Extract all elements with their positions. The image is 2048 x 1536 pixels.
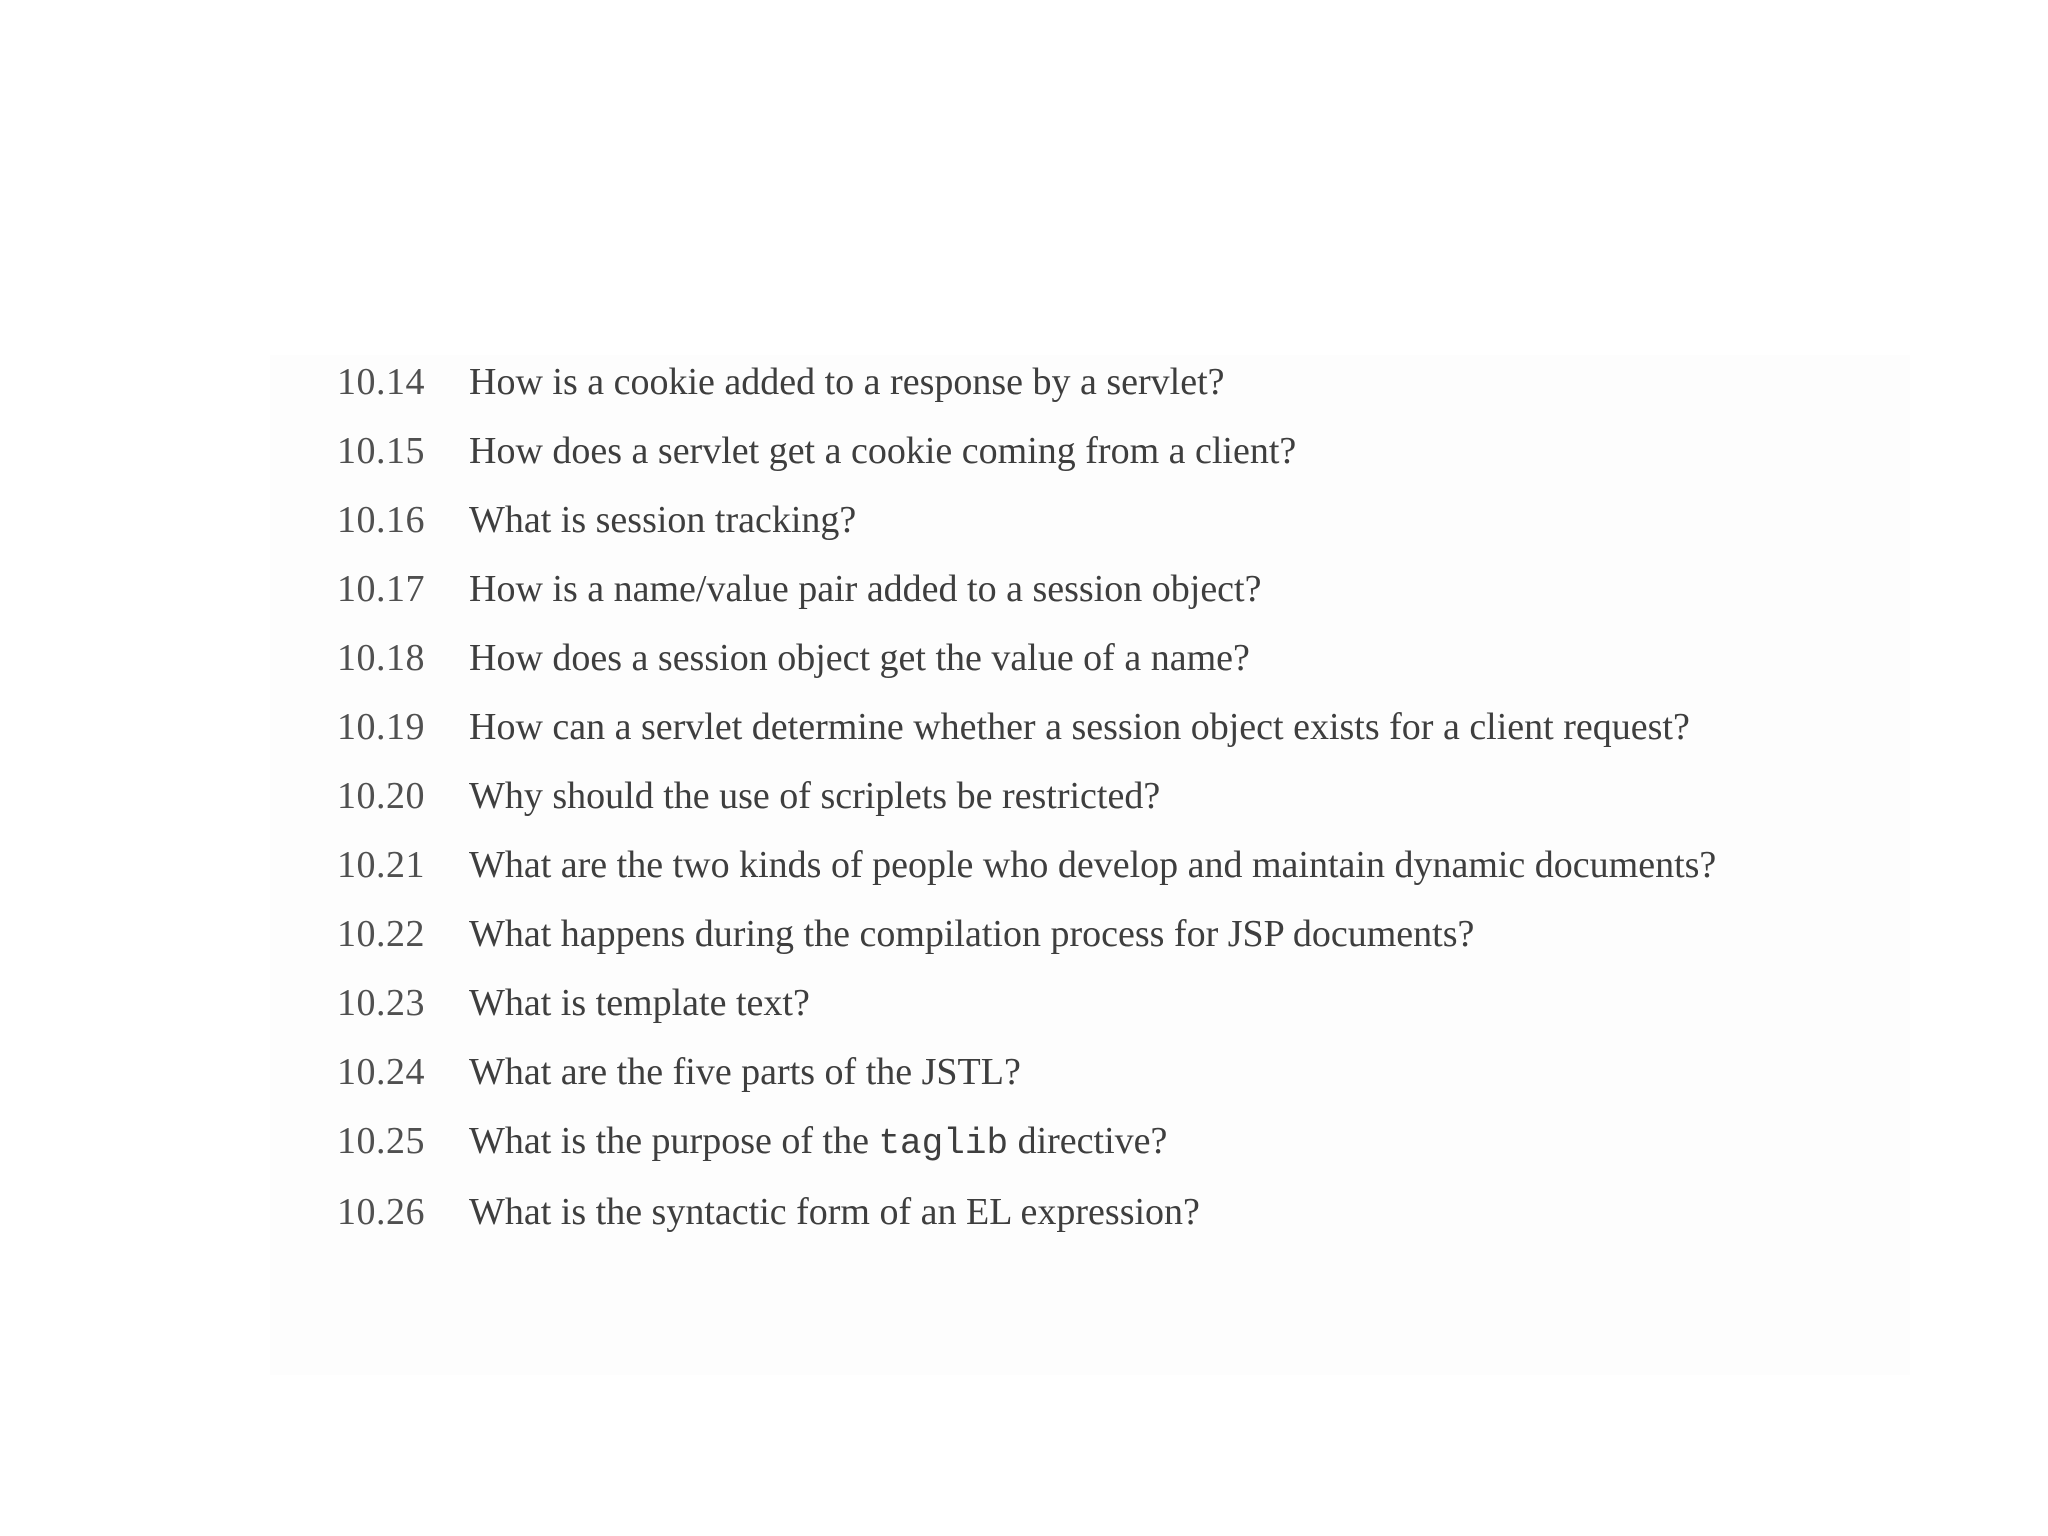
question-number: 10.25 xyxy=(337,1120,425,1162)
question-number: 10.18 xyxy=(337,637,425,679)
question-number: 10.15 xyxy=(337,430,425,472)
question-number: 10.23 xyxy=(337,982,425,1024)
question-text: What happens during the compilation process for JSP documents? xyxy=(469,913,1475,955)
question-number: 10.22 xyxy=(337,913,425,955)
question-item xyxy=(337,774,1857,819)
question-text: How can a servlet determine whether a session object exists for a client request? xyxy=(469,706,1690,748)
question-number: 10.20 xyxy=(337,775,425,817)
question-text: How does a session object get the value of a name? xyxy=(469,637,1250,679)
question-text: Why should the use of scriplets be restricted? xyxy=(469,775,1161,817)
question-text: How is a cookie added to a response by a servlet? xyxy=(469,361,1225,403)
question-item xyxy=(337,1190,1857,1235)
question-number: 10.21 xyxy=(337,844,425,886)
question-item xyxy=(337,498,1857,543)
question-text xyxy=(469,1119,1857,1166)
question-text-after: directive? xyxy=(1008,1120,1168,1162)
question-number: 10.17 xyxy=(337,568,425,610)
question-number: 10.24 xyxy=(337,1051,425,1093)
question-item xyxy=(337,705,1857,750)
question-text: What is session tracking? xyxy=(469,499,857,541)
question-number: 10.19 xyxy=(337,706,425,748)
question-item xyxy=(337,636,1857,681)
question-text: How is a name/value pair added to a session object? xyxy=(469,568,1262,610)
code-keyword: taglib xyxy=(878,1123,1009,1164)
question-text: What is the syntactic form of an EL expression? xyxy=(469,1191,1200,1233)
question-number: 10.26 xyxy=(337,1191,425,1233)
question-text: What is template text? xyxy=(469,982,810,1024)
question-number: 10.14 xyxy=(337,361,425,403)
question-item xyxy=(337,843,1857,888)
question-item xyxy=(337,912,1857,957)
question-text-before: What is the purpose of the xyxy=(469,1120,879,1162)
question-item xyxy=(337,981,1857,1026)
question-text: How does a servlet get a cookie coming from a client? xyxy=(469,430,1297,472)
question-list xyxy=(337,360,1857,1259)
question-number: 10.16 xyxy=(337,499,425,541)
question-item xyxy=(337,1119,1857,1166)
question-item xyxy=(337,360,1857,405)
question-item xyxy=(337,429,1857,474)
question-text: What are the two kinds of people who develop and maintain dynamic documents? xyxy=(469,844,1717,886)
question-text: What are the five parts of the JSTL? xyxy=(469,1051,1021,1093)
question-item xyxy=(337,1050,1857,1095)
question-item xyxy=(337,567,1857,612)
